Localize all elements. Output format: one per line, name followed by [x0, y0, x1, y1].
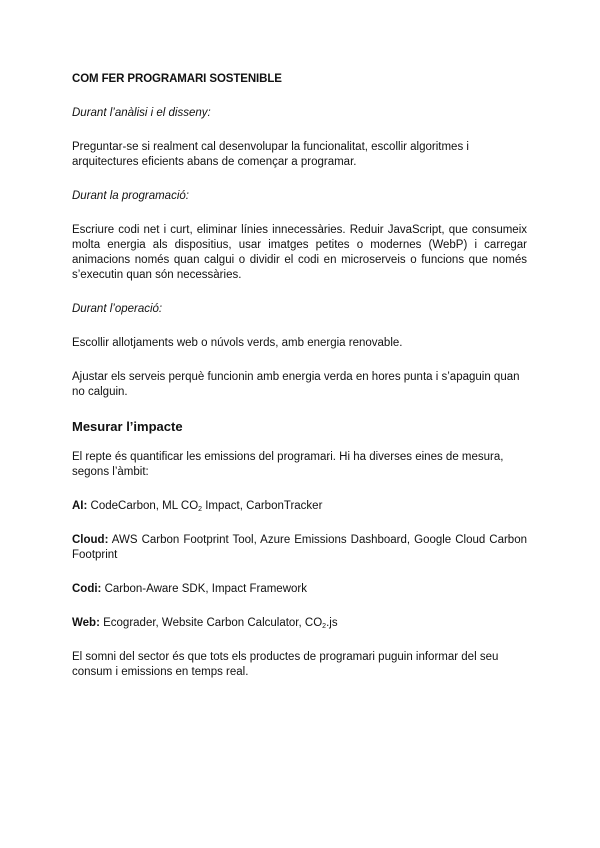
- paragraph-measure-intro: El repte és quantificar les emissions del programari. Hi ha diverses eines de mesura, segons l’àmbit:: [72, 451, 504, 478]
- document-page: [72, 72, 527, 699]
- tool-line-web: [72, 616, 527, 631]
- tool-label: Web:: [72, 617, 100, 629]
- tool-list-suffix: .js: [326, 617, 338, 629]
- phase-heading-programming: Durant la programació:: [72, 190, 189, 202]
- document-title: COM FER PROGRAMARI SOSTENIBLE: [72, 73, 282, 85]
- tool-label: Cloud:: [72, 534, 109, 546]
- tool-line-ai: [72, 499, 527, 514]
- tool-list: Ecograder, Website Carbon Calculator, CO: [103, 617, 323, 629]
- paragraph-programming: Escriure codi net i curt, eliminar línies innecessàries. Reduir JavaScript, que consumeix molta energia als dispositius, usar imatges petites o modernes (WebP) i carregar animacions només quan calgui o dividir el codi en microserveis o funcions que només s’executin quan són necessàries.: [72, 224, 527, 281]
- tool-list: Carbon-Aware SDK, Impact Framework: [104, 583, 307, 595]
- tool-list: CodeCarbon, ML CO: [90, 500, 199, 512]
- subscript: 2: [198, 506, 203, 513]
- paragraph-closing: El somni del sector és que tots els productes de programari puguin informar del seu consum i emissions en temps real.: [72, 651, 499, 678]
- tool-label: AI:: [72, 500, 88, 512]
- tool-list-suffix: Impact, CarbonTracker: [202, 500, 323, 512]
- phase-heading-analysis: Durant l’anàlisi i el disseny:: [72, 107, 211, 119]
- tool-line-code: [72, 582, 527, 597]
- tool-label: Codi:: [72, 583, 102, 595]
- phase-heading-operation: Durant l’operació:: [72, 303, 163, 315]
- paragraph-analysis: Preguntar-se si realment cal desenvolupar la funcionalitat, escollir algoritmes i arquitectures eficients abans de començar a programar.: [72, 141, 469, 168]
- section-heading-measure: Mesurar l’impacte: [72, 419, 183, 434]
- paragraph-operation-scheduling: Ajustar els serveis perquè funcionin amb energia verda en hores punta i s’apaguin quan no calguin.: [72, 371, 520, 398]
- subscript: 2: [322, 623, 327, 630]
- paragraph-operation-hosting: Escollir allotjaments web o núvols verds, amb energia renovable.: [72, 337, 403, 349]
- tool-list: AWS Carbon Footprint Tool, Azure Emissions Dashboard, Google Cloud Carbon Footprint: [72, 534, 527, 561]
- tool-line-cloud: [72, 533, 527, 563]
